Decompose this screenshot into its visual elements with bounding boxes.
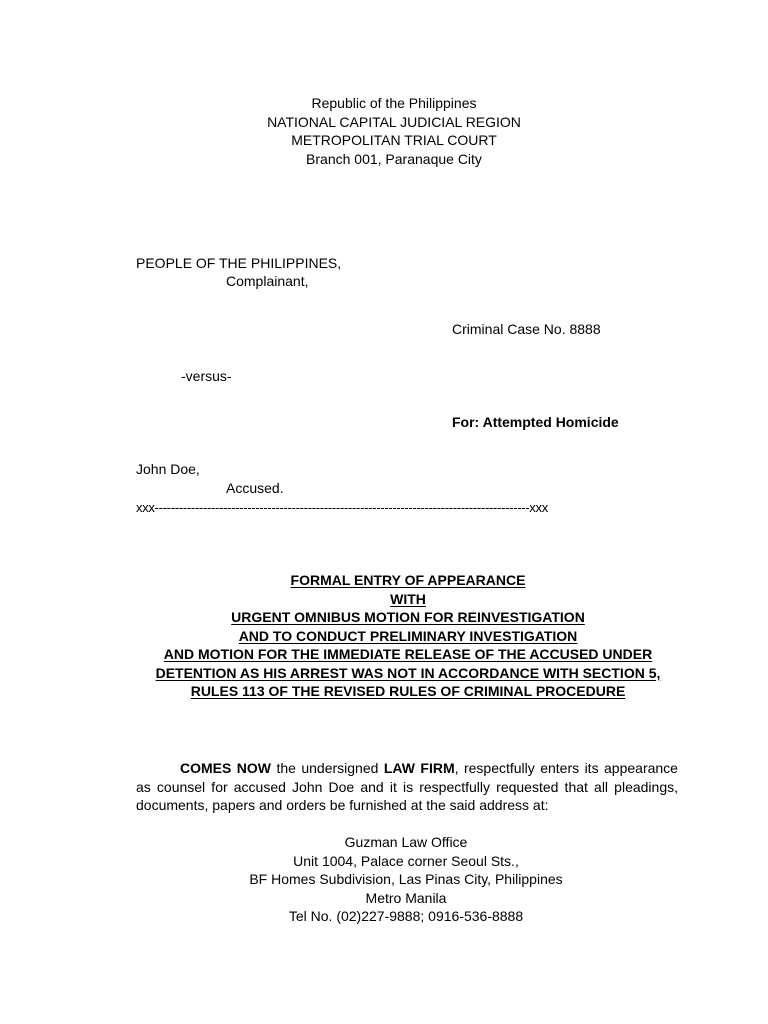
plaintiff-role: Complainant, (226, 273, 309, 289)
caption-separator: xxx---------------------------------------------------------------------------------------------xxx (136, 500, 548, 515)
appearance-paragraph (136, 759, 678, 815)
title-line-1: FORMAL ENTRY OF APPEARANCE (290, 572, 526, 588)
address-line-4: Metro Manila (365, 889, 447, 906)
court-header-line-4: Branch 001, Paranaque City (306, 150, 482, 167)
court-header-line-1: Republic of the Philippines (311, 95, 477, 111)
versus-label: -versus- (181, 368, 232, 384)
title-line-5: AND MOTION FOR THE IMMEDIATE RELEASE OF THE ACCUSED UNDER (163, 646, 653, 662)
accused-role: Accused. (226, 480, 284, 496)
address-line-3: BF Homes Subdivision, Las Pinas City, Philippines (249, 871, 563, 887)
paragraph-text-1: the undersigned (271, 760, 384, 776)
document-title (0, 571, 768, 701)
offense-label: For: Attempted Homicide (452, 414, 619, 430)
title-line-6: DETENTION AS HIS ARREST WAS NOT IN ACCORDANCE WITH SECTION 5, (155, 664, 661, 681)
address-line-2: Unit 1004, Palace corner Seoul Sts., (293, 852, 519, 869)
title-line-2: WITH (390, 590, 426, 607)
address-line-1: Guzman Law Office (344, 834, 468, 850)
title-line-7: RULES 113 OF THE REVISED RULES OF CRIMINAL PROCEDURE (190, 683, 626, 699)
comes-now-text: COMES NOW (180, 760, 271, 776)
address-line-5: Tel No. (02)227-9888; 0916-536-8888 (288, 908, 524, 924)
title-line-3: URGENT OMNIBUS MOTION FOR REINVESTIGATION (231, 609, 585, 625)
court-header (0, 94, 768, 168)
court-header-line-2: NATIONAL CAPITAL JUDICIAL REGION (267, 113, 521, 130)
court-header-line-3: METROPOLITAN TRIAL COURT (291, 132, 497, 148)
plaintiff-name: PEOPLE OF THE PHILIPPINES, (136, 255, 342, 271)
title-line-4: AND TO CONDUCT PRELIMINARY INVESTIGATION (238, 627, 578, 644)
accused-name: John Doe, (136, 461, 200, 477)
case-number: Criminal Case No. 8888 (452, 321, 601, 337)
law-firm-text: LAW FIRM (383, 760, 455, 776)
address-block (0, 833, 768, 926)
paragraph-text-2: , respectfully enters its appearance as counsel for accused John Doe and it is respectfully requested that all pleadings, documents, papers and orders be furnished at the said address at: (136, 760, 678, 813)
